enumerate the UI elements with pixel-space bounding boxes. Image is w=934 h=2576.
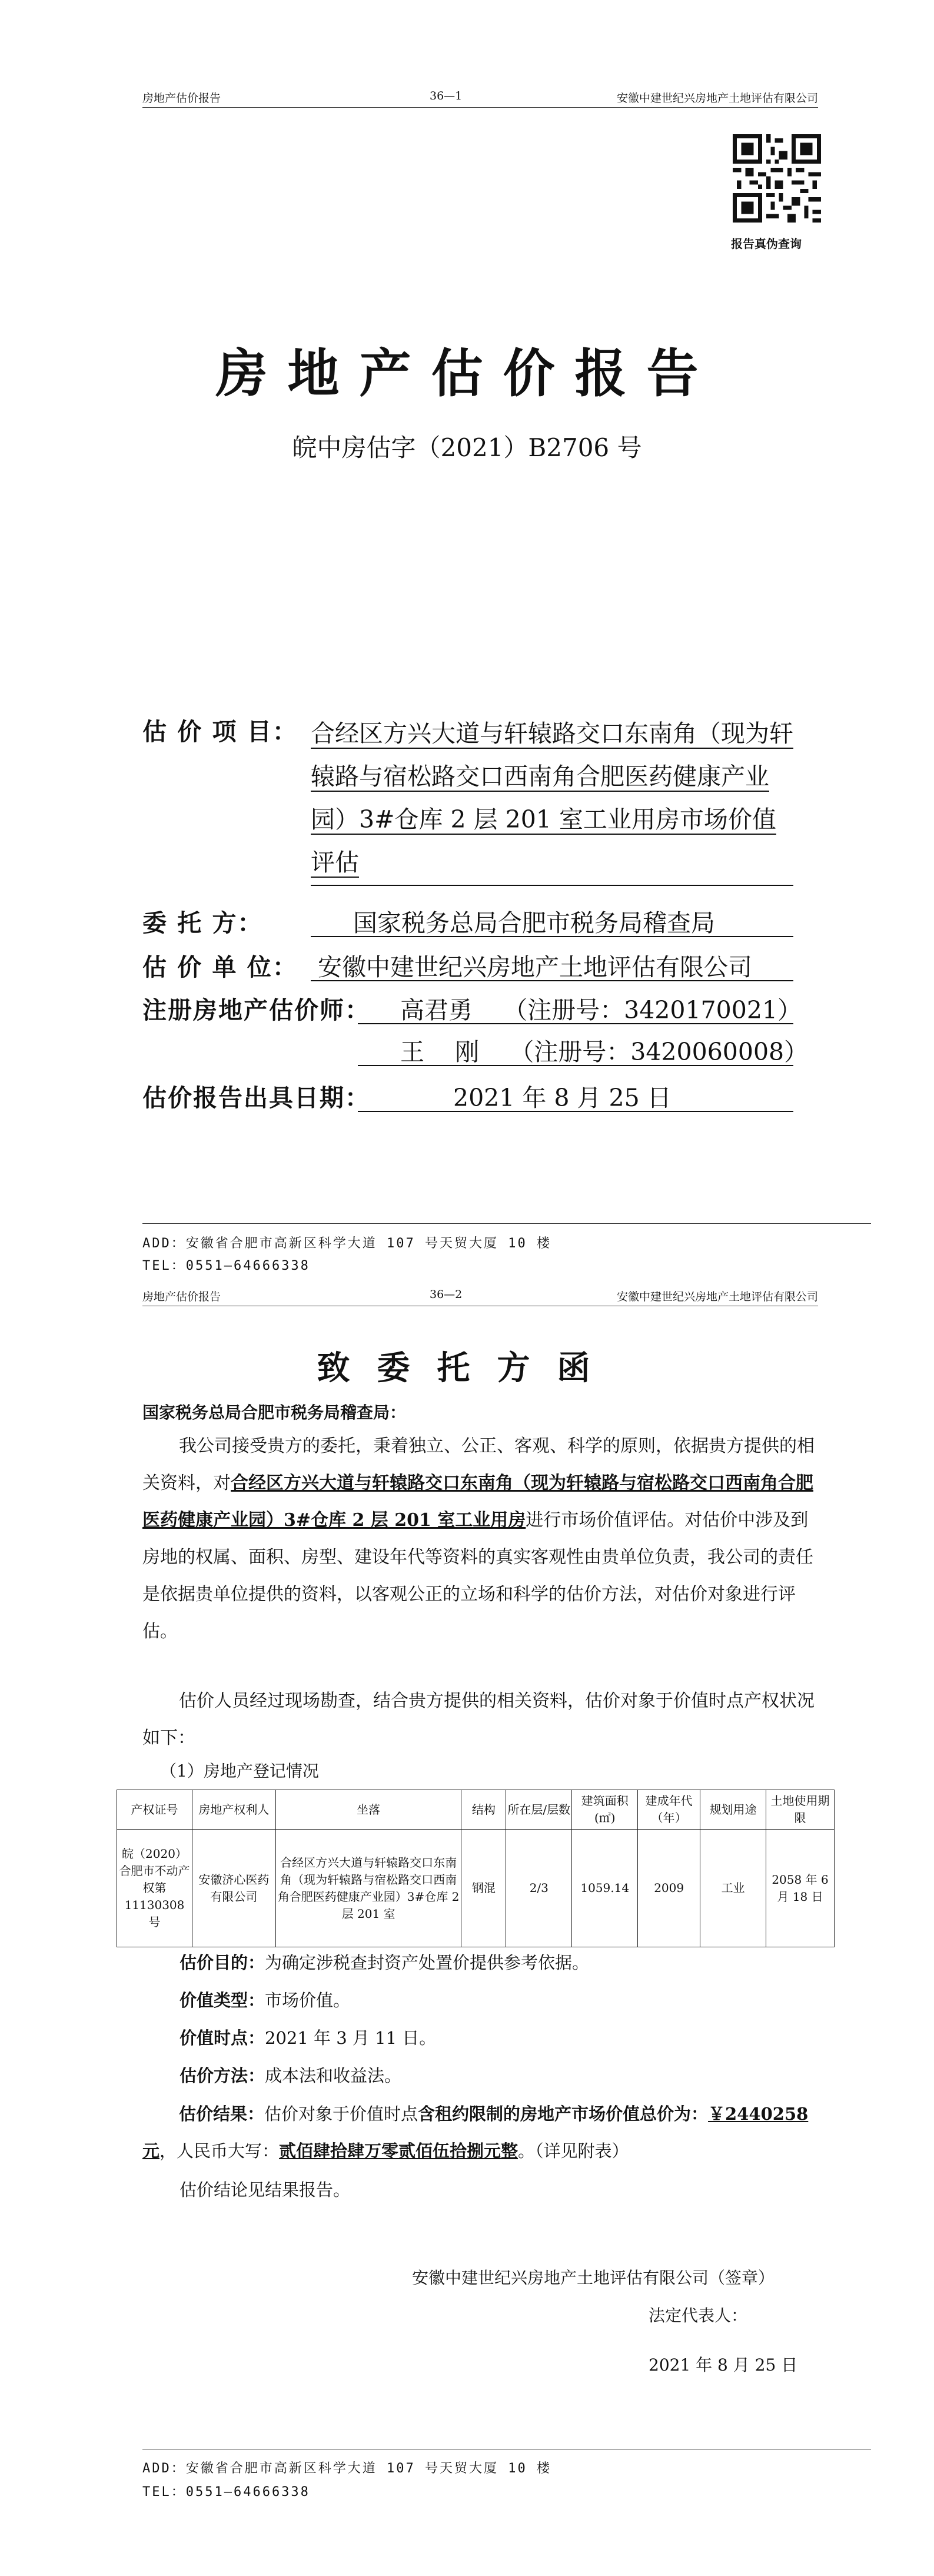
footer-rule (142, 1223, 871, 1224)
registration-table (117, 1790, 835, 1947)
date-value: 2021 年 8 月 25 日 (453, 1084, 672, 1112)
footer-address: ADD：安徽省合肥市高新区科学大道 107 号天贸大厦 10 楼 (142, 2461, 551, 2476)
header-rule (142, 107, 818, 108)
unit-underline (311, 980, 793, 981)
signature-date: 2021 年 8 月 25 日 (649, 2355, 798, 2375)
table-header: 产权证号 (117, 1790, 192, 1830)
table-cell: 1059.14 (572, 1830, 638, 1947)
conclusion-line: 估价结论见结果报告。 (180, 2180, 351, 2200)
table-row (117, 1830, 835, 1947)
signature-representative: 法定代表人： (649, 2306, 748, 2325)
project-label: 估 价 项 目： (142, 718, 298, 746)
footer-tel: TEL：0551—64666338 (142, 2485, 310, 2499)
qr-caption: 报告真伪查询 (731, 237, 802, 251)
footer-tel: TEL：0551—64666338 (142, 1259, 310, 1273)
report-title: 房地产估价报告 (215, 343, 719, 404)
appraiser-label: 注册房地产估价师： (142, 996, 370, 1024)
paragraph-1: 我公司接受贵方的委托，秉着独立、公正、客观、科学的原则，依据贵方提供的相关资料，对合经区方兴大道与轩辕路交口东南角（现为轩辕路与宿松路交口西南角合肥医药健康产业园）3#仓库 2 层 201 室工业用房进行市场价值评估。对估价中涉及到房地的权属、面积、房型、建设年代等资料的真实客观性由贵单位负责，我公司的责任是依据贵单位提供的资料，以客观公正的立场和科学的估价方法，对估价对象进行评估。 (142, 1436, 815, 1642)
method-line: 估价方法：成本法和收益法。 (180, 2066, 402, 2086)
client-value: 国家税务总局合肥市税务局稽查局 (353, 909, 715, 937)
table-header: 坐落 (275, 1790, 461, 1830)
table-cell: 2009 (638, 1830, 700, 1947)
header-page-number: 36—1 (430, 89, 463, 102)
value-type-line: 价值类型：市场价值。 (180, 1990, 351, 2010)
table-cell: 工业 (700, 1830, 766, 1947)
table-cell: 钢混 (461, 1830, 506, 1947)
appraiser-1-underline (358, 1023, 793, 1024)
table-cell: 合经区方兴大道与轩辕路交口东南角（现为轩辕路与宿松路交口西南角合肥医药健康产业园）3#仓库 2 层 201 室 (275, 1830, 461, 1947)
header-left: 房地产估价报告 (142, 92, 221, 105)
table-header: 规划用途 (700, 1790, 766, 1830)
signature-company: 安徽中建世纪兴房地产土地评估有限公司（签章） (412, 2268, 775, 2288)
result-paragraph: 估价结果：估价对象于价值时点含租约限制的房地产市场价值总价为：￥2440258 元，人民币大写：贰佰肆拾肆万零贰佰伍拾捌元整。（详见附表） (142, 2104, 809, 2161)
table-header: 土地使用期限 (766, 1790, 835, 1830)
project-underline (311, 885, 793, 886)
header-company: 安徽中建世纪兴房地产土地评估有限公司 (616, 1290, 818, 1303)
unit-value: 安徽中建世纪兴房地产土地评估有限公司 (318, 953, 752, 981)
table-header-row (117, 1790, 835, 1830)
section-heading: （1）房地产登记情况 (160, 1761, 319, 1781)
table-header: 建筑面积(㎡) (572, 1790, 638, 1830)
table-header: 建成年代（年） (638, 1790, 700, 1830)
client-underline (311, 936, 793, 937)
value-time-line: 价值时点：2021 年 3 月 11 日。 (180, 2028, 437, 2048)
addressee: 国家税务总局合肥市税务局稽查局： (142, 1403, 407, 1422)
header-page-number: 36—2 (430, 1288, 463, 1301)
paragraph-2: 估价人员经过现场勘查，结合贵方提供的相关资料，估价对象于价值时点产权状况如下： (142, 1691, 815, 1748)
appraiser-2: 王 刚 （注册号：3420060008） (400, 1038, 809, 1066)
appraiser-2-underline (358, 1065, 793, 1066)
header-company: 安徽中建世纪兴房地产土地评估有限公司 (616, 92, 818, 105)
unit-label: 估 价 单 位： (142, 953, 298, 981)
project-value: 合经区方兴大道与轩辕路交口东南角（现为轩辕路与宿松路交口西南角合肥医药健康产业园）3#仓库 2 层 201 室工业用房市场价值评估 (311, 719, 793, 877)
qr-code-icon (733, 134, 821, 223)
table-cell: 安徽济心医药有限公司 (192, 1830, 275, 1947)
table-header: 结构 (461, 1790, 506, 1830)
date-label: 估价报告出具日期： (142, 1084, 370, 1112)
client-label: 委 托 方： (142, 909, 263, 937)
purpose-line: 估价目的：为确定涉税查封资产处置价提供参考依据。 (180, 1953, 590, 1973)
appraiser-1: 高君勇 （注册号：3420170021） (400, 996, 802, 1024)
table-cell: 2058 年 6 月 18 日 (766, 1830, 835, 1947)
letter-title: 致委托方函 (317, 1349, 617, 1387)
header-left: 房地产估价报告 (142, 1290, 221, 1303)
footer-address: ADD：安徽省合肥市高新区科学大道 107 号天贸大厦 10 楼 (142, 1236, 551, 1251)
table-header: 所在层/层数 (506, 1790, 572, 1830)
table-cell: 2/3 (506, 1830, 572, 1947)
date-underline (358, 1111, 793, 1112)
table-cell: 皖（2020）合肥市不动产权第 11130308 号 (117, 1830, 192, 1947)
table-header: 房地产权利人 (192, 1790, 275, 1830)
document-number: 皖中房估字（2021）B2706 号 (292, 433, 642, 462)
